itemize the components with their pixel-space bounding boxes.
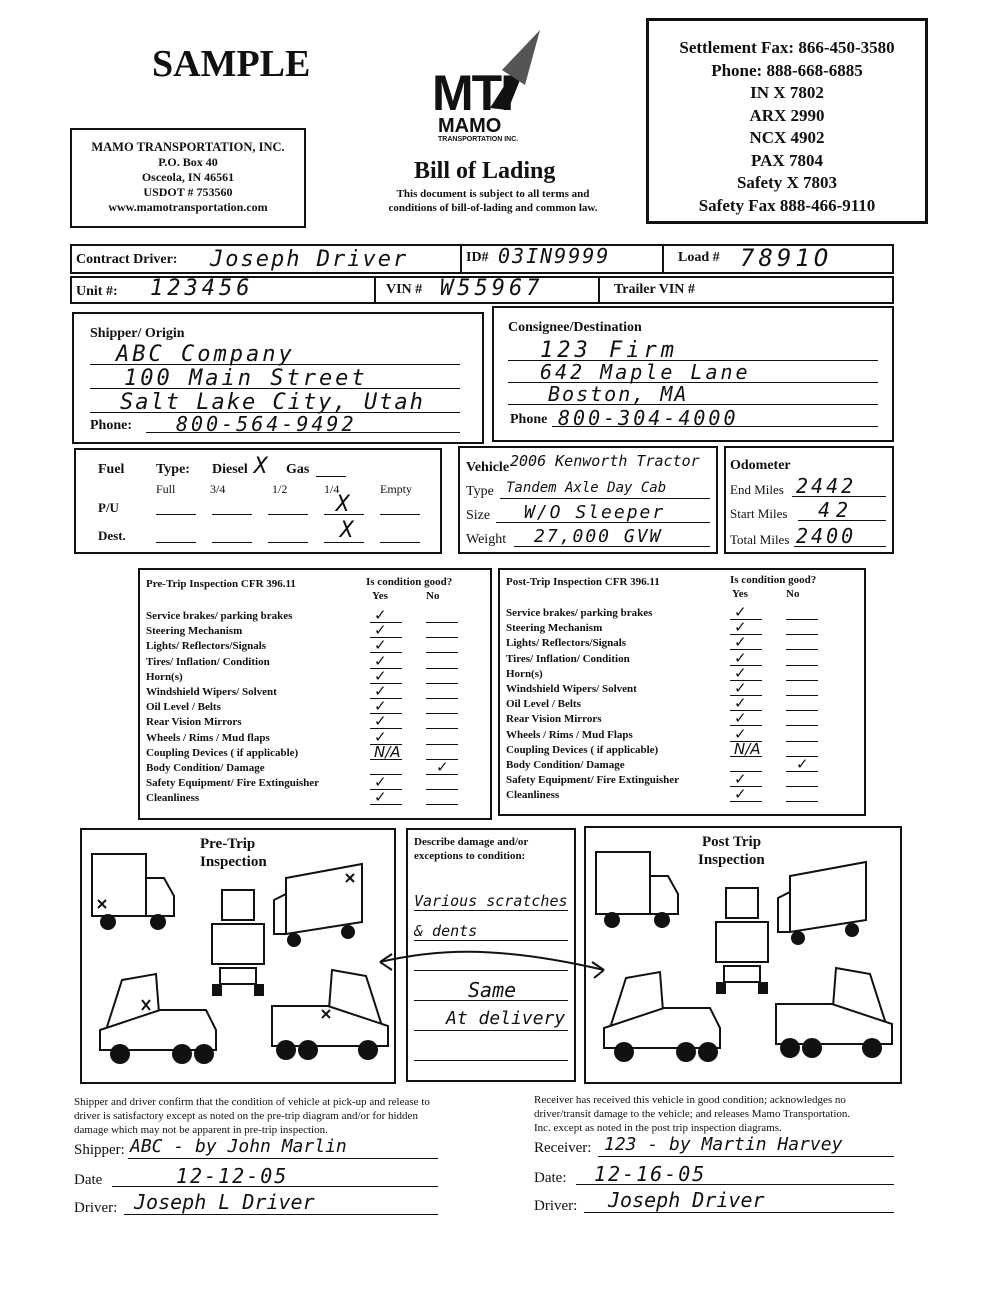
company-address-box [70,128,306,228]
fuel-pu-mark[interactable]: X [336,492,350,517]
yes-checkbox[interactable]: ✓ [734,603,747,621]
logo-mamo-text: MAMO [438,115,502,137]
date-signature[interactable]: 12-12-05 [176,1164,289,1188]
divider [598,276,600,304]
total-miles-value[interactable]: 2400 [796,524,857,548]
pretrip-yes-label: Yes [372,590,388,602]
no-line [426,698,458,699]
total-miles-label: Total Miles [730,532,790,547]
footer-left-text: driver is satisfactory except as noted on the pre-trip diagram and/or for hidden [74,1110,418,1122]
contact-line: PAX 7804 [751,150,823,170]
document-subtitle-2: conditions of bill-of-lading and common law. [388,202,598,214]
logo-mti-text: MTI [432,65,513,121]
inspection-item-label: Steering Mechanism [506,622,603,635]
inspection-item-label: Safety Equipment/ Fire Extinguisher [146,777,320,790]
damage-note[interactable]: At delivery [446,1008,566,1029]
start-miles-label: Start Miles [730,506,788,521]
gas-line [316,476,346,477]
pretrip-condition-label: Is condition good? [366,576,453,588]
pretrip-diagram-title-1: Pre-Trip [200,836,256,852]
posttrip-diagram-title-1: Post Trip [702,834,762,850]
inspection-item-label: Rear Vision Mirrors [146,716,242,729]
fuel-label: Fuel [98,462,125,477]
damage-note[interactable]: Various scratches [414,892,568,910]
posttrip-title: Post-Trip Inspection CFR 396.11 [506,576,660,588]
yes-checkbox[interactable]: ✓ [374,712,387,731]
shipper-phone-value[interactable]: 800-564-9492 [176,412,357,436]
diesel-mark[interactable]: X [254,454,268,479]
no-line [786,710,818,711]
consignee-street[interactable]: 642 Maple Lane [540,360,751,384]
inspection-item-label: Oil Level / Belts [506,698,581,711]
receiver-driver-label: Driver: [534,1198,578,1214]
yes-checkbox[interactable]: ✓ [734,679,747,697]
yes-checkbox[interactable]: ✓ [734,785,747,804]
vehicle-size-value[interactable]: W/O Sleeper [524,502,666,523]
fuel-dest-line [212,542,252,543]
tractor-left-icon [600,968,730,1068]
trailer-vin-label: Trailer VIN # [614,282,695,297]
box-truck-side-icon [594,848,684,938]
tractor-left-icon [96,970,226,1070]
vehicle-weight-value[interactable]: 27,000 GVW [534,526,663,547]
no-line [426,728,458,729]
fuel-level: 3/4 [210,482,226,496]
inspection-item-label: Service brakes/ parking brakes [146,610,293,622]
fuel-pu-line [380,514,420,515]
vehicle-type-value[interactable]: Tandem Axle Day Cab [506,480,667,496]
box-truck-rear-icon [776,858,876,948]
notes-line [414,910,568,911]
fuel-pu-line [156,514,196,515]
company-website: www.mamotransportation.com [108,200,268,214]
inspection-item-label: Oil Level / Belts [146,701,221,714]
no-line [786,619,818,620]
consignee-phone-value[interactable]: 800-304-4000 [558,406,739,430]
driver-label: Contract Driver: [76,252,178,267]
yes-checkbox[interactable]: ✓ [734,633,747,652]
inspection-item-label: Windshield Wipers/ Solvent [146,686,277,698]
damage-note[interactable]: Same [468,978,517,1002]
yes-checkbox[interactable]: ✓ [374,651,387,670]
no-line [786,649,818,650]
yes-checkbox[interactable]: ✓ [374,788,387,807]
footer-right-text: Inc. except as noted in the post trip inspection diagrams. [534,1122,782,1134]
yes-checkbox[interactable]: ✓ [734,709,747,728]
consignee-label: Consignee/Destination [508,320,642,335]
contact-line: ARX 2990 [749,105,825,125]
diesel-label: Diesel [212,462,248,477]
inspection-item-label: Lights/ Reflectors/Signals [506,637,627,650]
consignee-phone-label: Phone [510,412,548,427]
shipper-label: Shipper/ Origin [90,326,185,341]
vin-value[interactable]: W55967 [440,276,544,301]
no-line [786,634,818,635]
unit-value[interactable]: 123456 [150,276,254,301]
inspection-item-label: Steering Mechanism [146,625,243,638]
posttrip-no-label: No [786,588,800,600]
company-usdot: USDOT # 753560 [143,185,233,199]
inspection-item-label: Lights/ Reflectors/Signals [146,640,267,653]
fuel-type-label: Type: [156,462,190,477]
driver-value[interactable]: Joseph Driver [210,247,409,272]
no-line [426,622,458,623]
fuel-dest-mark[interactable]: X [340,518,354,543]
yes-checkbox[interactable]: ✓ [734,694,747,713]
load-value[interactable]: 7891O [740,244,833,272]
fuel-level: 1/2 [272,482,288,496]
signature-line [128,1158,438,1159]
load-label: Load # [678,250,720,265]
company-po: P.O. Box 40 [158,155,218,169]
odometer-label: Odometer [730,458,791,473]
tractor-right-icon [766,964,896,1064]
shipper-name[interactable]: ABC Company [116,342,295,367]
shipper-signature[interactable]: ABC - by John Marlin [130,1136,347,1157]
signature-line [598,1156,894,1157]
contacts-box [646,18,928,224]
yes-checkbox[interactable]: ✓ [374,682,387,700]
contact-line: Safety X 7803 [736,173,838,192]
posttrip-diagram-title-2: Inspection [698,852,765,868]
inspection-item-label: Body Condition/ Damage [506,759,625,771]
box-truck-side-icon [90,850,180,940]
yes-checkbox[interactable]: ✓ [374,697,387,716]
id-value[interactable]: 03IN9999 [498,244,611,268]
signature-line [124,1214,438,1215]
document-title: Bill of Lading [414,158,556,184]
yes-checkbox[interactable]: ✓ [374,621,387,640]
yes-checkbox[interactable]: N/A [374,742,401,761]
posttrip-condition-label: Is condition good? [730,574,817,586]
driver-signature[interactable]: Joseph L Driver [134,1190,315,1214]
sample-heading: SAMPLE [152,43,311,85]
contact-line: Settlement Fax: 866-450-3580 [679,38,895,57]
fuel-dest-line [380,542,420,543]
inspection-item-label: Cleanliness [146,792,200,805]
fuel-pu-label: P/U [98,500,119,515]
company-city: Osceola, IN 46561 [141,170,235,184]
inspection-item-label: Wheels / Rims / Mud flaps [146,731,270,744]
no-line [426,637,458,638]
inspection-item-label: Wheels / Rims / Mud Flaps [506,728,633,741]
receiver-sign-label: Receiver: [534,1140,592,1156]
yes-checkbox[interactable]: N/A [734,739,761,758]
no-line [786,725,818,726]
contact-line: Phone: 888-668-6885 [711,60,863,80]
fuel-dest-line [268,542,308,543]
inspection-item-label: Windshield Wipers/ Solvent [506,683,637,695]
divider [374,276,376,304]
inspection-item-label: Tires/ Inflation/ Condition [146,655,270,668]
inspection-item-label: Coupling Devices ( if applicable) [506,743,659,756]
yes-checkbox[interactable]: ✓ [374,606,387,624]
shipper-street[interactable]: 100 Main Street [124,366,368,391]
yes-checkbox[interactable]: ✓ [734,724,747,743]
vehicle-value[interactable]: 2006 Kenworth Tractor [510,452,700,470]
start-miles-value[interactable]: 42 [818,498,855,522]
double-arrow-icon [372,940,612,980]
no-line [786,741,818,742]
document-subtitle-1: This document is subject to all terms and [396,188,590,200]
no-line [786,801,818,802]
vehicle-line [500,498,710,499]
divider [460,244,462,274]
yes-checkbox[interactable]: ✓ [374,636,387,655]
divider [662,244,664,274]
fuel-dest-line [156,542,196,543]
inspection-item-label: Coupling Devices ( if applicable) [146,746,299,759]
fuel-level: 1/4 [324,482,340,496]
yes-checkbox[interactable]: ✓ [734,770,747,789]
gas-label: Gas [286,462,310,477]
fuel-level: Empty [380,482,412,496]
consignee-name[interactable]: 123 Firm [540,338,678,363]
describe-label-1: Describe damage and/or [414,836,529,848]
fuel-pu-line [212,514,252,515]
no-line [426,683,458,684]
contact-line: Safety Fax 888-466-9110 [698,195,876,215]
no-line [426,789,458,790]
pretrip-diagram-title-2: Inspection [200,854,267,870]
inspection-item-label: Service brakes/ parking brakes [506,607,653,619]
receiver-driver-signature[interactable]: Joseph Driver [608,1188,765,1212]
no-line [786,665,818,666]
inspection-item-label: Body Condition/ Damage [146,762,265,774]
inspection-item-label: Horn(s) [146,670,183,683]
shipper-city[interactable]: Salt Lake City, Utah [120,390,425,415]
posttrip-yes-label: Yes [732,588,748,600]
receiver-date-signature[interactable]: 12-16-05 [594,1162,707,1186]
no-line [786,695,818,696]
pretrip-title: Pre-Trip Inspection CFR 396.11 [146,578,296,590]
no-line [426,804,458,805]
date-sign-label: Date [74,1172,103,1188]
unit-label: Unit #: [76,284,118,299]
fuel-dest-label: Dest. [98,528,126,543]
yes-checkbox[interactable]: ✓ [374,727,387,746]
no-line [426,652,458,653]
no-line [426,668,458,669]
yes-checkbox[interactable]: ✓ [734,663,747,682]
yes-checkbox[interactable]: ✓ [734,618,747,637]
no-line [426,713,458,714]
id-label: ID# [466,250,489,265]
shipper-phone-label: Phone: [90,418,132,433]
consignee-city[interactable]: Boston, MA [548,382,689,406]
notes-line [414,1030,568,1031]
footer-right-text: Receiver has received this vehicle in good condition; acknowledges no [534,1094,846,1106]
fuel-pu-line [268,514,308,515]
vin-label: VIN # [386,282,423,297]
inspection-item-label: Cleanliness [506,789,560,802]
driver-sign-label: Driver: [74,1200,118,1216]
box-truck-rear-icon [272,860,372,950]
yes-checkbox[interactable]: ✓ [374,666,387,685]
vehicle-type-label: Type [466,484,494,499]
yes-checkbox[interactable]: ✓ [374,773,387,792]
inspection-item-label: Tires/ Inflation/ Condition [506,652,630,665]
inspection-item-label: Horn(s) [506,667,543,680]
contact-line: IN X 7802 [750,83,824,102]
receiver-date-label: Date: [534,1170,567,1186]
vehicle-size-label: Size [466,508,491,523]
yes-checkbox[interactable]: ✓ [734,648,747,667]
no-checkbox[interactable]: ✓ [436,758,449,776]
end-miles-value[interactable]: 2442 [796,474,857,498]
inspection-item-label: Rear Vision Mirrors [506,713,602,726]
notes-line [414,1060,568,1061]
footer-right-text: driver/transit damage to the vehicle; and releases Mamo Transportation. [534,1108,851,1120]
company-name: MAMO TRANSPORTATION, INC. [91,140,285,154]
damage-note[interactable]: & dents [414,922,478,940]
no-line [786,680,818,681]
no-line [426,744,458,745]
pretrip-no-label: No [426,590,440,602]
tractor-right-icon [262,966,392,1066]
footer-left-text: damage which may not be apparent in pre-trip inspection. [74,1124,328,1136]
vehicle-label: Vehicle [466,460,510,475]
end-miles-label: End Miles [730,482,784,497]
receiver-signature[interactable]: 123 - by Martin Harvey [604,1134,843,1155]
footer-left-text: Shipper and driver confirm that the condition of vehicle at pick-up and release to [74,1096,430,1108]
no-checkbox[interactable]: ✓ [796,755,809,773]
inspection-item-label: Safety Equipment/ Fire Extinguisher [506,774,680,787]
fuel-level: Full [156,482,176,496]
no-line [786,786,818,787]
vehicle-weight-label: Weight [466,532,507,547]
shipper-sign-label: Shipper: [74,1142,125,1158]
contact-line: NCX 4902 [749,128,825,147]
logo-sub-text: TRANSPORTATION INC. [438,136,519,143]
describe-label-2: exceptions to condition: [414,850,526,862]
signature-line [584,1212,894,1213]
